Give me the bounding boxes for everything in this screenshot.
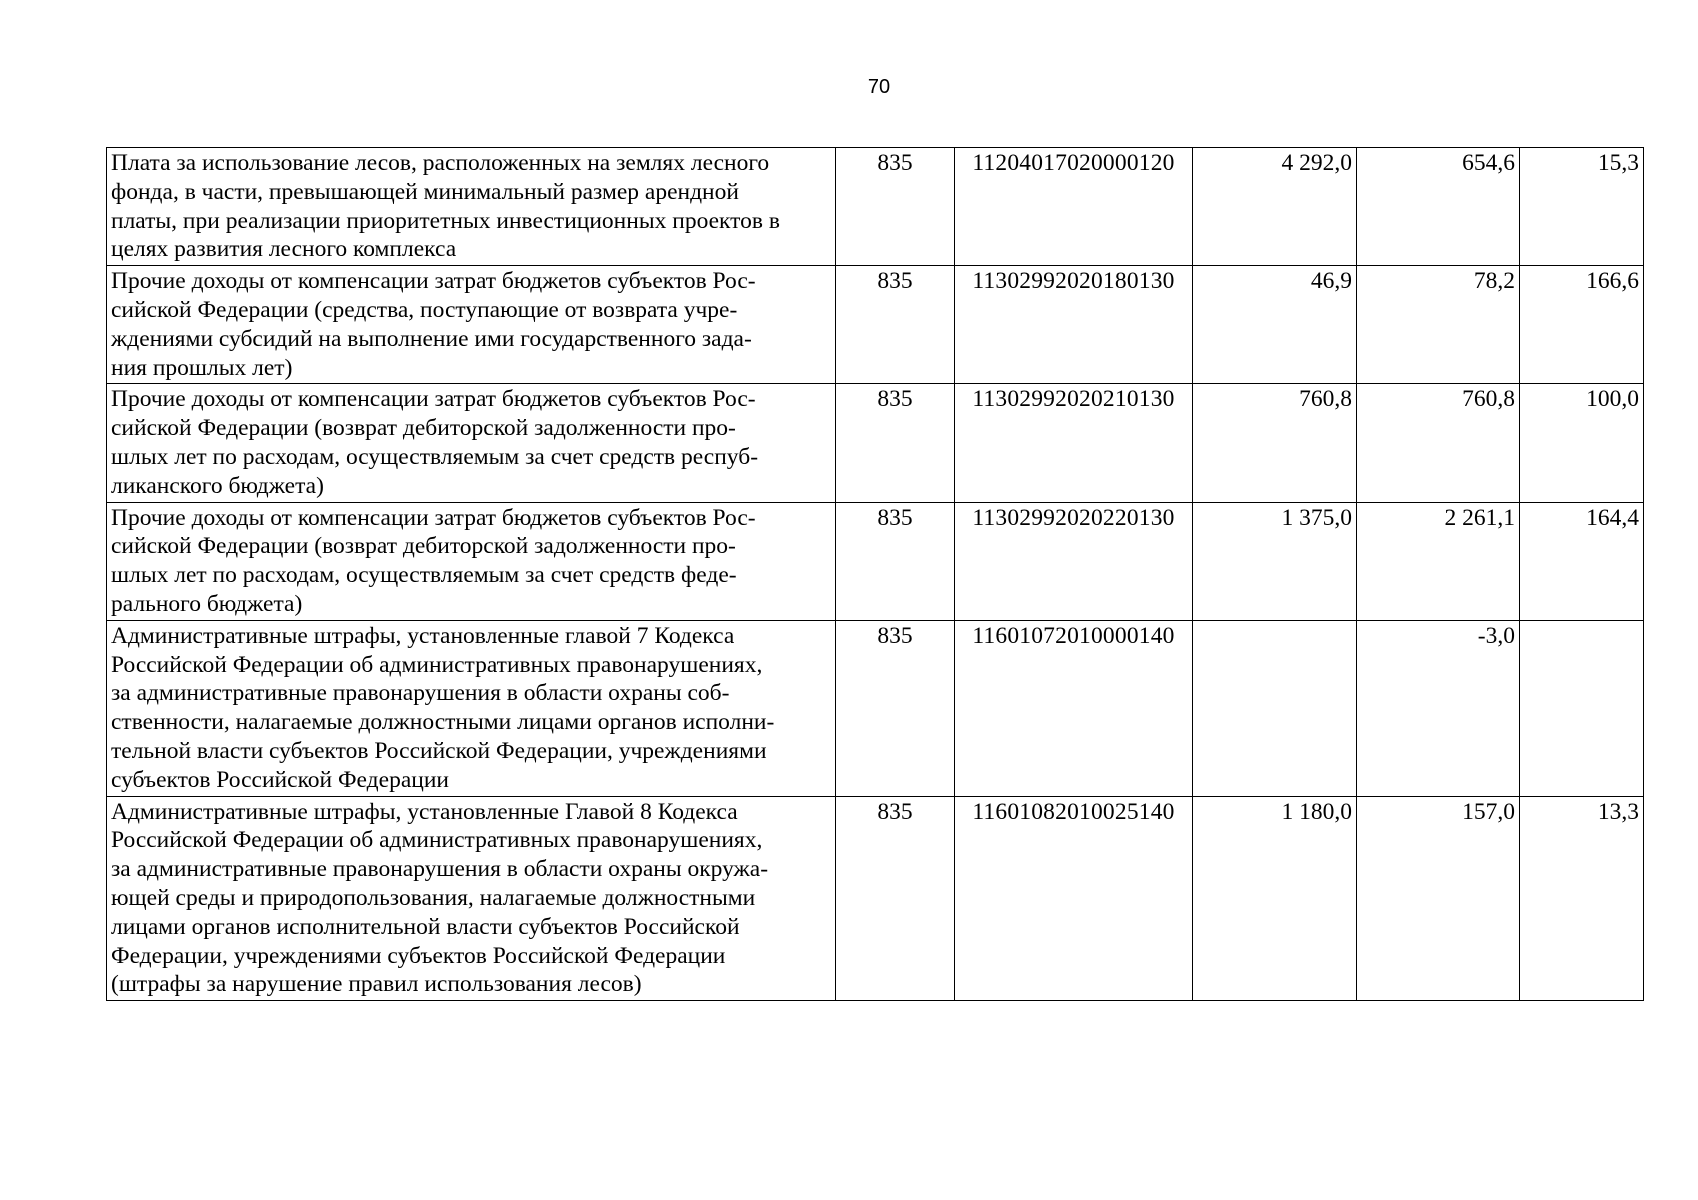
revenue-description: Прочие доходы от компенсации затрат бюджетов субъектов Рос- сийской Федерации (возврат дебиторской задолженности про- шлых лет по расходам, осуществляемым за счет средств феде- рального бюджета) — [107, 502, 836, 620]
plan-amount: 1 375,0 — [1193, 502, 1357, 620]
budget-classification-code: 11204017020000120 — [955, 148, 1193, 266]
revenue-description: Административные штрафы, установленные главой 7 Кодекса Российской Федерации об административных правонарушениях, за административные правонарушения в области охраны соб- ственности, налагаемые должностными лицами органов исполни- тельной власти субъектов Российской Федерации, учреждениями субъектов Российской Федерации — [107, 620, 836, 796]
actual-amount: 78,2 — [1357, 266, 1520, 384]
plan-amount: 760,8 — [1193, 384, 1357, 502]
execution-percent: 13,3 — [1520, 796, 1644, 1001]
table-row — [107, 796, 1644, 1001]
budget-classification-code: 11601072010000140 — [955, 620, 1193, 796]
execution-percent — [1520, 620, 1644, 796]
revenue-table — [106, 147, 1644, 1001]
execution-percent: 164,4 — [1520, 502, 1644, 620]
actual-amount: 2 261,1 — [1357, 502, 1520, 620]
plan-amount: 46,9 — [1193, 266, 1357, 384]
execution-percent: 15,3 — [1520, 148, 1644, 266]
table-row — [107, 502, 1644, 620]
administrator-code: 835 — [836, 620, 955, 796]
revenue-description: Плата за использование лесов, расположенных на землях лесного фонда, в части, превышающей минимальный размер арендной платы, при реализации приоритетных инвестиционных проектов в целях развития лесного комплекса — [107, 148, 836, 266]
administrator-code: 835 — [836, 384, 955, 502]
execution-percent: 166,6 — [1520, 266, 1644, 384]
budget-classification-code: 11302992020220130 — [955, 502, 1193, 620]
administrator-code: 835 — [836, 148, 955, 266]
actual-amount: 157,0 — [1357, 796, 1520, 1001]
plan-amount: 1 180,0 — [1193, 796, 1357, 1001]
revenue-description: Административные штрафы, установленные Главой 8 Кодекса Российской Федерации об административных правонарушениях, за административные правонарушения в области охраны окружа- ющей среды и природопользования, налагаемые должностными лицами органов исполнительной власти субъектов Российской Федерации, учреждениями субъектов Российской Федерации (штрафы за нарушение правил использования лесов) — [107, 796, 836, 1001]
budget-classification-code: 11302992020180130 — [955, 266, 1193, 384]
revenue-description: Прочие доходы от компенсации затрат бюджетов субъектов Рос- сийской Федерации (средства, поступающие от возврата учре- ждениями субсидий на выполнение ими государственного зада- ния прошлых лет) — [107, 266, 836, 384]
plan-amount — [1193, 620, 1357, 796]
execution-percent: 100,0 — [1520, 384, 1644, 502]
page-number: 70 — [867, 76, 891, 98]
revenue-description: Прочие доходы от компенсации затрат бюджетов субъектов Рос- сийской Федерации (возврат дебиторской задолженности про- шлых лет по расходам, осуществляемым за счет средств респуб- ликанского бюджета) — [107, 384, 836, 502]
budget-classification-code: 11601082010025140 — [955, 796, 1193, 1001]
table-row — [107, 266, 1644, 384]
actual-amount: 654,6 — [1357, 148, 1520, 266]
actual-amount: -3,0 — [1357, 620, 1520, 796]
table-row — [107, 384, 1644, 502]
actual-amount: 760,8 — [1357, 384, 1520, 502]
administrator-code: 835 — [836, 796, 955, 1001]
administrator-code: 835 — [836, 266, 955, 384]
table-row — [107, 148, 1644, 266]
table-row — [107, 620, 1644, 796]
budget-classification-code: 11302992020210130 — [955, 384, 1193, 502]
plan-amount: 4 292,0 — [1193, 148, 1357, 266]
administrator-code: 835 — [836, 502, 955, 620]
